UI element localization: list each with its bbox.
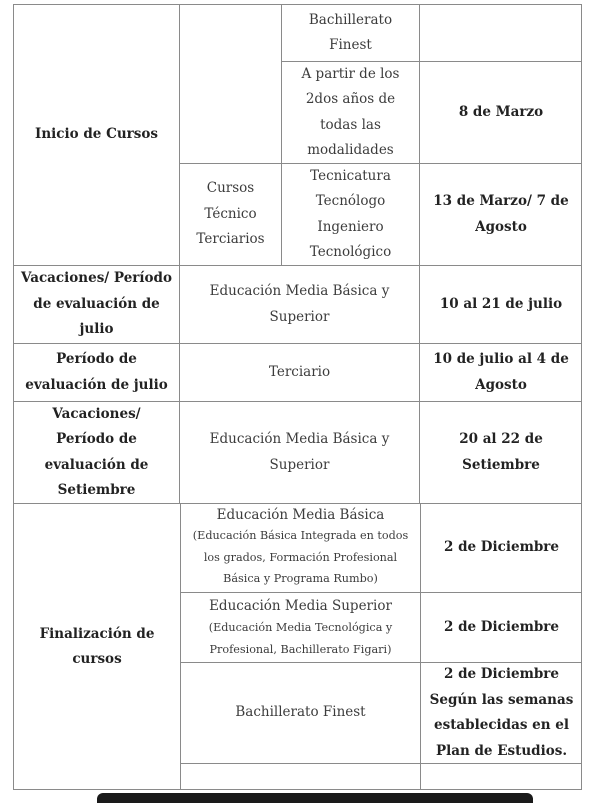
level-detail: (Educación Básica Integrada en todos los grados, Formación Profesional Básica y Programa Rumbo) [192,529,409,586]
section-label-vacaciones-setiembre [13,401,179,503]
date-text: 10 al 21 de julio [439,295,563,312]
date-text: 2 de Diciembre [443,618,560,635]
modality-cell [281,163,419,265]
label-text: Finalización de cursos [39,625,155,667]
date-text: 20 al 22 de Setiembre [459,431,543,473]
date-cell-empty [420,763,582,790]
date-text: 2 de Diciembre [443,539,560,556]
level-cell [180,592,420,662]
level-text: Educación Media Básica [216,507,385,524]
level-text: Educación Media Básica y Superior [209,283,390,325]
modality-text: Bachillerato Finest [308,11,393,53]
level-text: Educación Media Superior [209,598,392,614]
label-text: Período de evaluación de julio [25,351,168,393]
section-label-vacaciones-julio [13,265,179,343]
label-text: Vacaciones/ Período de evaluación de julio [20,270,172,338]
level-cell [179,343,419,401]
date-cell [419,163,582,265]
calendar-table [13,4,582,790]
section-label-finalizacion [13,503,180,790]
page-edge-bar [97,793,533,803]
section-label-evaluacion-julio [13,343,179,401]
label-text: Inicio de Cursos [35,126,158,143]
level-cell [180,662,420,763]
date-cell [419,4,582,61]
label-text: Vacaciones/ Período de evaluación de Setiembre [44,405,149,498]
level-text: Terciario [268,363,331,380]
date-cell [419,265,582,343]
level-text: Educación Media Básica y Superior [209,431,390,473]
date-cell [419,343,582,401]
date-cell [420,503,582,592]
modality-text: Tecnicatura Tecnólogo Ingeniero Tecnológico [309,167,392,260]
date-text: 10 de julio al 4 de Agosto [433,351,569,393]
group-cell-empty [179,4,281,163]
level-cell [180,503,420,592]
modality-cell [281,4,419,61]
level-cell [179,265,419,343]
level-cell-empty [180,763,420,790]
date-cell [419,401,582,503]
group-cell [179,163,281,265]
date-cell [419,61,582,163]
date-text: 2 de Diciembre Según las semanas establecidas en el Plan de Estudios. [429,666,574,759]
date-text: 8 de Marzo [458,103,544,120]
level-detail: (Educación Media Tecnológica y Profesional, Bachillerato Figari) [208,621,393,656]
section-label-inicio [13,4,179,265]
modality-cell [281,61,419,163]
modality-text: A partir de los 2dos años de todas las modalidades [301,65,400,158]
date-cell [420,592,582,662]
level-text: Bachillerato Finest [235,704,366,721]
date-text: 13 de Marzo/ 7 de Agosto [433,193,569,235]
level-cell [179,401,419,503]
date-cell [420,662,582,763]
group-text: Cursos Técnico Terciarios [196,180,265,248]
